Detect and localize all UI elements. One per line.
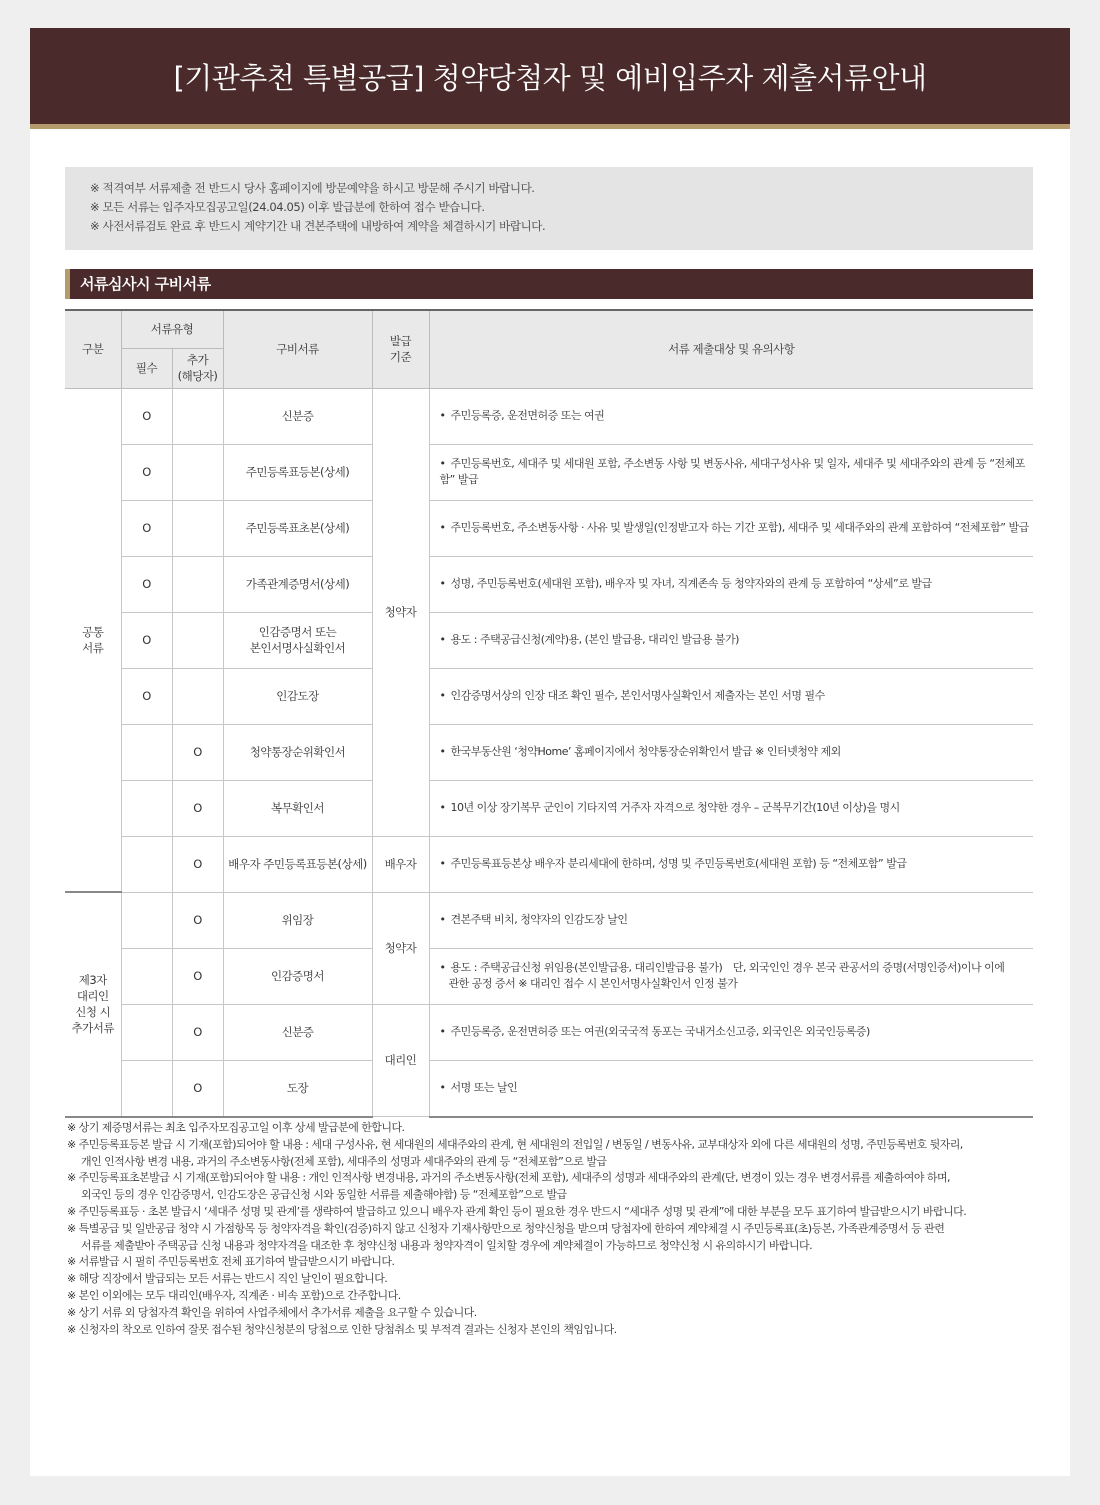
- additional-mark: [172, 668, 223, 724]
- note-cell: [429, 1004, 1033, 1060]
- footnote-line: ※ 주민등록표초본발급 시 기재(포함)되어야 할 내용 : 개인 인적사항 변경내용, 과거의 주소변동사항(전체 포함), 세대주의 성명과 세대주와의 관계(단, 변경이 있는 경우 변경서류를 제출하여야 하며,: [67, 1171, 950, 1185]
- document-name: [223, 836, 372, 892]
- header-additional: [172, 348, 223, 388]
- additional-mark: [172, 500, 223, 556]
- category-label: 제3자: [78, 973, 107, 988]
- document-name: [223, 892, 372, 948]
- additional-mark: O: [172, 892, 223, 948]
- note-cell: [429, 780, 1033, 836]
- issue-basis: 청약자: [372, 388, 429, 836]
- document-name-line: 청약통장순위확인서: [249, 745, 346, 759]
- required-mark: O: [121, 500, 172, 556]
- header-doc-type: 서류유형: [121, 310, 223, 348]
- additional-mark: O: [172, 836, 223, 892]
- document-name: [223, 1060, 372, 1117]
- additional-mark: O: [172, 1004, 223, 1060]
- category-cell: [65, 892, 121, 1117]
- header-issue-line: 발급: [389, 334, 412, 349]
- required-mark: [121, 780, 172, 836]
- footnote-line: ※ 주민등록표등본 발급 시 기재(포함)되어야 할 내용 : 세대 구성사유, 현 세대원의 세대주와의 관계, 현 세대원의 전입일 / 변동일 / 변동사유, 교부대상자 외에 다른 세대원의 성명, 주민등록번호 뒷자리,: [67, 1137, 963, 1151]
- header-required: 필수: [121, 348, 172, 388]
- document-name: [223, 444, 372, 500]
- required-mark: [121, 1004, 172, 1060]
- required-mark: [121, 948, 172, 1004]
- note-cell: [429, 444, 1033, 500]
- document-name-line: 인감증명서: [270, 969, 325, 983]
- document-name-line: 가족관계증명서(상세): [245, 577, 350, 591]
- header-banner: [30, 28, 1070, 129]
- category-cell: [65, 388, 121, 892]
- category-label: 신청 시: [75, 1005, 111, 1020]
- required-mark: O: [121, 388, 172, 444]
- table-row: [65, 836, 1033, 892]
- footnote-line: ※ 신청자의 착오로 인하여 잘못 접수된 청약신청분의 당첨으로 인한 당첨취소 및 부적격 결과는 신청자 본인의 책임입니다.: [67, 1322, 617, 1336]
- additional-mark: O: [172, 1060, 223, 1117]
- additional-mark: O: [172, 948, 223, 1004]
- document-name: [223, 724, 372, 780]
- header-documents: 구비서류: [223, 310, 372, 388]
- note-cell: [429, 892, 1033, 948]
- footnote-line: ※ 해당 직장에서 발급되는 모든 서류는 반드시 직인 날인이 필요합니다.: [67, 1272, 388, 1286]
- note-text: • 주민등록표등본상 배우자 분리세대에 한하며, 성명 및 주민등록번호(세대원 포함) 등 “전체포함” 발급: [440, 856, 1034, 872]
- note-cell: [429, 836, 1033, 892]
- note-cell: [429, 388, 1033, 444]
- table-row: [65, 668, 1033, 724]
- page-title: [기관추천 특별공급] 청약당첨자 및 예비입주자 제출서류안내: [173, 60, 927, 95]
- note-text: • 견본주택 비치, 청약자의 인감도장 날인: [440, 912, 1034, 928]
- table-row: [65, 780, 1033, 836]
- table-body: [65, 388, 1033, 1117]
- issue-basis: 배우자: [372, 836, 429, 892]
- document-name: [223, 780, 372, 836]
- footnote-line: ※ 특별공급 및 일반공급 청약 시 가점항목 등 청약자격을 확인(검증)하지 않고 신청자 기재사항만으로 청약신청을 받으며 당첨자에 한하여 계약체결 시 주민등록표(초)등본, 가족관계증명서 등 관련: [67, 1221, 945, 1235]
- note-text: • 서명 또는 날인: [440, 1080, 1034, 1096]
- required-mark: O: [121, 668, 172, 724]
- document-page: [30, 28, 1070, 1476]
- table-row: [65, 500, 1033, 556]
- note-cell: [429, 500, 1033, 556]
- note-text: • 10년 이상 장기복무 군인이 기타지역 거주자 자격으로 청약한 경우 – 군복무기간(10년 이상)을 명시: [440, 800, 1034, 816]
- table-row: [65, 1004, 1033, 1060]
- header-issue-line: 기준: [389, 350, 412, 365]
- required-mark: O: [121, 556, 172, 612]
- table-row: [65, 892, 1033, 948]
- note-text: • 인감증명서상의 인장 대조 확인 필수, 본인서명사실확인서 제출자는 본인 서명 필수: [440, 688, 1034, 704]
- document-name: [223, 500, 372, 556]
- issue-basis: 청약자: [372, 892, 429, 1004]
- table-row: [65, 444, 1033, 500]
- note-text: • 주민등록증, 운전면허증 또는 여권(외국국적 동포는 국내거소신고증, 외국인은 외국인등록증): [440, 1024, 1034, 1040]
- notice-line: ※ 모든 서류는 입주자모집공고일(24.04.05) 이후 발급분에 한하여 접수 받습니다.: [90, 200, 485, 214]
- header-notes: 서류 제출대상 및 유의사항: [429, 310, 1033, 388]
- note-text: • 한국부동산원 ‘청약Home’ 홈페이지에서 청약통장순위확인서 발급 ※ 인터넷청약 제외: [440, 744, 1034, 760]
- footnotes: [67, 1120, 1067, 1338]
- footnote-line: ※ 상기 제증명서류는 최초 입주자모집공고일 이후 상세 발급분에 한합니다.: [67, 1121, 405, 1134]
- table-row: [65, 612, 1033, 668]
- footnote-line: ※ 상기 서류 외 당첨자격 확인을 위하여 사업주체에서 추가서류 제출을 요구할 수 있습니다.: [67, 1305, 477, 1319]
- category-label: 공통: [82, 624, 104, 639]
- table-row: [65, 724, 1033, 780]
- header-issue-basis: [372, 310, 429, 388]
- note-cell: [429, 668, 1033, 724]
- footnote-line: ※ 본인 이외에는 모두 대리인(배우자, 직계존 · 비속 포함)으로 간주합니다.: [67, 1288, 401, 1302]
- issue-basis: 대리인: [372, 1004, 429, 1117]
- table-row: [65, 1060, 1033, 1117]
- table-row: [65, 388, 1033, 444]
- document-name: [223, 948, 372, 1004]
- document-name: [223, 388, 372, 444]
- note-cell: [429, 724, 1033, 780]
- note-cell: [429, 612, 1033, 668]
- category-label: 추가서류: [71, 1021, 114, 1036]
- additional-mark: [172, 444, 223, 500]
- document-name-line: 신분증: [281, 1025, 314, 1039]
- note-text: • 주민등록번호, 세대주 및 세대원 포함, 주소변동 사항 및 변동사유, 세대구성사유 및 일자, 세대주 및 세대주와의 관계 등 “전체포함” 발급: [440, 456, 1034, 488]
- additional-mark: O: [172, 724, 223, 780]
- header-category: 구분: [65, 310, 121, 388]
- document-name-line: 도장: [286, 1081, 309, 1095]
- document-name-line: 위임장: [281, 913, 314, 927]
- note-cell: [429, 948, 1033, 1004]
- additional-mark: [172, 388, 223, 444]
- additional-mark: O: [172, 780, 223, 836]
- footnote-line: 서류를 제출받아 주택공급 신청 내용과 청약자격을 대조한 후 청약신청 내용과 청약자격이 일치할 경우에 계약체결이 가능하므로 청약신청 시 유의하시기 바랍니다.: [81, 1238, 813, 1252]
- section-title: 서류심사시 구비서류: [65, 269, 1033, 299]
- note-text: • 용도 : 주택공급신청 위임용(본인발급용, 대리인발급용 불가) 단, 외국인인 경우 본국 관공서의 증명(서명인증서)이나 이에: [440, 960, 1034, 976]
- note-cell: [429, 556, 1033, 612]
- note-text: • 용도 : 주택공급신청(계약)용, (본인 발급용, 대리인 발급용 불가): [440, 632, 1034, 648]
- document-name-line: 신분증: [281, 409, 314, 423]
- footnote-line: ※ 서류발급 시 필히 주민등록번호 전체 표기하여 발급받으시기 바랍니다.: [67, 1255, 395, 1269]
- table-row: [65, 948, 1033, 1004]
- note-cell: [429, 1060, 1033, 1117]
- note-text: • 주민등록번호, 주소변동사항 · 사유 및 발생일(인정받고자 하는 기간 포함), 세대주 및 세대주와의 관계 포함하여 “전체포함” 발급: [440, 520, 1034, 536]
- required-mark: O: [121, 444, 172, 500]
- table-row: [65, 556, 1033, 612]
- notice-line: ※ 적격여부 서류제출 전 반드시 당사 홈페이지에 방문예약을 하시고 방문해 주시기 바랍니다.: [90, 181, 535, 195]
- document-name-line: 주민등록표등본(상세): [245, 465, 350, 479]
- required-mark: O: [121, 612, 172, 668]
- category-label: 대리인: [76, 989, 109, 1004]
- footnote-line: 외국인 등의 경우 인감증명서, 인감도장은 공급신청 시와 동일한 서류를 제출해야함) 등 “전체포함”으로 발급: [81, 1188, 567, 1202]
- document-name-line: 복무확인서: [270, 801, 325, 815]
- note-text: • 성명, 주민등록번호(세대원 포함), 배우자 및 자녀, 직계존속 등 청약자와의 관계 등 포함하여 “상세”로 발급: [440, 576, 1034, 592]
- footnote-line: 개인 인적사항 변경 내용, 과거의 주소변동사항(전체 포함), 세대주의 성명과 세대주와의 관계 등 “전체포함”으로 발급: [81, 1154, 607, 1168]
- note-text: 관한 공정 증서 ※ 대리인 접수 시 본인서명사실확인서 인정 불가: [448, 977, 738, 990]
- note-text: • 주민등록증, 운전면허증 또는 여권: [440, 408, 1034, 424]
- required-mark: [121, 724, 172, 780]
- document-name: [223, 612, 372, 668]
- header-additional-sub: (해당자): [177, 369, 218, 383]
- required-mark: [121, 836, 172, 892]
- additional-mark: [172, 556, 223, 612]
- footnote-line: ※ 주민등록표등 · 초본 발급시 ‘세대주 성명 및 관계’를 생략하여 발급하고 있으니 배우자 관계 확인 등이 필요한 경우 반드시 “세대주 성명 및 관계”에 대한 부분을 모두 표기하여 발급받으시기 바랍니다.: [67, 1204, 967, 1218]
- header-additional-label: 추가: [186, 353, 209, 367]
- category-label: 서류: [82, 640, 104, 655]
- document-name-line: 본인서명사실확인서: [249, 641, 346, 655]
- notice-line: ※ 사전서류검토 완료 후 반드시 계약기간 내 견본주택에 내방하여 계약을 체결하시기 바랍니다.: [90, 219, 546, 233]
- document-name-line: 인감증명서 또는: [258, 625, 337, 639]
- additional-mark: [172, 612, 223, 668]
- notice-box: [65, 167, 1033, 250]
- required-mark: [121, 1060, 172, 1117]
- document-name: [223, 668, 372, 724]
- document-name-line: 주민등록표초본(상세): [245, 521, 350, 535]
- document-name: [223, 1004, 372, 1060]
- document-name: [223, 556, 372, 612]
- required-mark: [121, 892, 172, 948]
- document-name-line: 배우자 주민등록표등본(상세): [228, 857, 367, 871]
- document-name-line: 인감도장: [276, 689, 319, 703]
- documents-table: [65, 309, 1033, 1118]
